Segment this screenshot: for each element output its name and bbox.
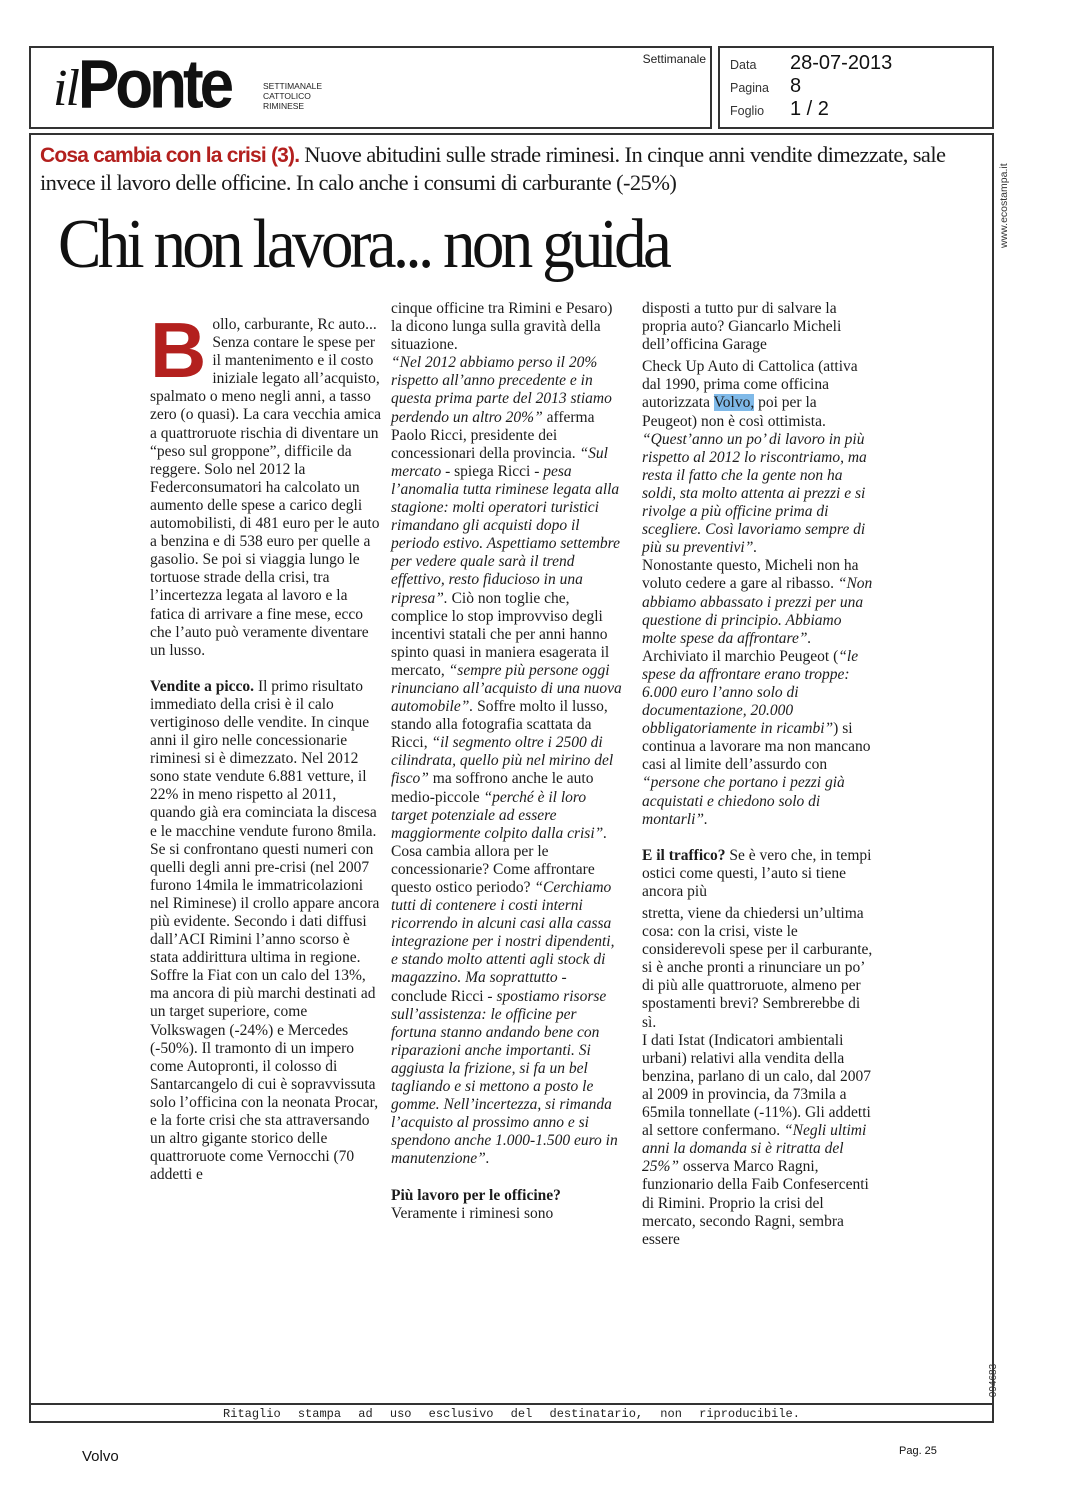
logo-ponte: Ponte — [77, 47, 231, 123]
subtitle-line: CATTOLICO — [263, 91, 311, 101]
paragraph — [150, 678, 382, 1185]
paragraph-text: Veramente i riminesi sono — [391, 1204, 554, 1222]
quote: “Sul mercato — [391, 444, 608, 480]
paragraph — [391, 354, 623, 843]
meta-date-value: 28-07-2013 — [790, 52, 893, 74]
newspaper-logo — [53, 47, 231, 124]
quote: “perché è il loro target potenziale ad essere maggiormente colpito dalla crisi”. — [391, 788, 608, 842]
logo-il: il — [53, 60, 78, 117]
paragraph — [150, 306, 382, 660]
side-watermark-url — [997, 140, 1011, 250]
paragraph — [642, 847, 874, 901]
subheading-officine: Più lavoro per le officine? — [391, 1186, 561, 1204]
article-kicker — [40, 141, 980, 196]
quote: pesa l’anomalia tutta riminese legata alla stagione: molti operatori turistici rimandano gli acquisti dopo il periodo estivo. Aspettiamo settembre per vedere quale sarà il trend effettivo, resto fiducioso in una ripresa”. — [391, 462, 621, 607]
paragraph: disposti a tutto pur di salvare la propria auto? Giancarlo Micheli dell’officina Garage — [642, 300, 842, 354]
subtitle-line: SETTIMANALE — [263, 81, 323, 91]
quote: spostiamo risorse sull’assistenza: le officine per fortuna stanno andando bene con riparazioni anche importanti. Si aggiusta la frizione, si fa un bel tagliando e si mettono a posto le gomme. Nell’incertezza, si rimanda l’acquisto al prossimo anno e si spendono anche 1.000-1.500 euro in manutenzione”. — [391, 987, 618, 1168]
quote: “Quest’anno un po’ di lavoro in più rispetto al 2012 lo riscontriamo, ma resta il fatto che la gente non ha soldi, sta molto attenta ai prezzi e si rivolge a più officine prima di scegliere. Così lavoriamo sempre di più su preventivi”. — [642, 430, 867, 557]
publication-frequency: Settimanale — [642, 52, 706, 66]
subheading-traffico: E il traffico? — [642, 846, 726, 864]
article-headline: Chi non lavora... non guida — [58, 206, 669, 283]
paragraph-text: - spiega Ricci - — [441, 462, 544, 480]
watermark-text: www.ecostampa.it — [998, 163, 1010, 248]
paragraph: cinque officine tra Rimini e Pesaro) la dicono lunga sulla gravità della situazione. — [391, 300, 613, 354]
search-highlight: Volvo, — [713, 394, 755, 412]
paragraph: stretta, viene da chiedersi un’ultima cosa: con la crisi, viste le considerevoli spese per il carburante, si è anche pronti a rinunciare un po’ di più alle quattroruote, almeno per spostamenti brevi? Sembrerebbe di sì. — [642, 905, 873, 1031]
paragraph-text: ma soffrono anche le auto medio-piccole — [391, 770, 594, 806]
article-column-2 — [391, 300, 623, 1223]
paragraph-text: ollo, carburante, Rc auto... Senza contare le spese per il mantenimento e il costo iniziale legato all’acquisto, spalmato o meno negli anni, a tasso zero (o quasi). La cara vecchia amica a quattroruote rischia di diventare un “peso sul groppone”, difficile da reggere. Solo nel 2012 la Federconsumatori ha calcolato un aumento delle spese a carico degli automobilisti, di 481 euro per le auto a benzina e di 538 euro per quelle a gasolio. Se poi si viaggia lungo le tortuose strade della crisi, tra l’incertezza legata al lavoro e la fatica di arrivare a fine mese, ecco che l’auto può veramente diventare un lusso. — [150, 316, 382, 659]
meta-date-label: Data — [730, 58, 757, 72]
paragraph — [642, 1032, 874, 1249]
quote: “persone che portano i pezzi già acquistati e chiedono solo di montarli”. — [642, 774, 845, 828]
paragraph — [642, 358, 874, 557]
side-document-code — [988, 1355, 1011, 1410]
article-column-1 — [150, 306, 382, 1184]
paragraph — [391, 1187, 623, 1223]
drop-cap: B — [150, 306, 207, 394]
subtitle-line: RIMINESE — [263, 101, 305, 111]
paragraph-text: Nonostante questo, Micheli non ha voluto cedere a gare al ribasso. — [642, 557, 859, 593]
meta-box — [718, 46, 994, 129]
paragraph-text: Ciò non toglie che, complice lo stop improvviso degli incentivi statali che per anni hanno spinto quasi in maniera esagerata il mercato, — [391, 589, 610, 679]
meta-page-value: 8 — [790, 75, 802, 97]
paragraph-text: Il primo risultato immediato della crisi è il calo vertiginoso delle vendite. In cinque anni il giro nelle concessionarie riminesi si è dimezzato. Nel 2012 sono state vendute 6.881 vetture, il 22% in meno rispetto al 2011, quando già era cominciata la discesa e le macchine vendute furono 8mila. Se si confrontano questi numeri con quelli degli anni pre-crisi (nel 2007 furono 14mila le immatricolazioni nel Riminese) il crollo appare ancora più evidente. Secondo i dati diffusi dall’ACI Rimini l’anno scorso è stata addirittura ultima in regione. Soffre la Fiat con un calo del 13%, ma ancora di più marchi destinati ad un target superiore, come Volkswagen (-24%) e Mercedes (-50%). Il tramonto di un impero come Autopronti, il colosso di Santarcangelo di cui è sopravvissuta solo l’officina con la neonata Procar, e la forte crisi che sta attraversando un altro gigante storico delle quattroruote come Vernocchi (70 addetti e — [150, 677, 380, 1184]
kicker-series-label: Cosa cambia con la crisi (3). — [40, 144, 300, 167]
logo-subtitle — [263, 81, 322, 111]
paragraph — [642, 557, 874, 828]
reproduction-notice: Ritaglio stampa ad uso esclusivo del destinatario, non riproducibile. — [29, 1403, 994, 1423]
kicker-text: Nuove abitudini sulle strade riminesi. In cinque anni vendite dimezzate, sale invece il lavoro delle officine. In calo anche i consumi di carburante (-25%) — [40, 142, 946, 195]
paragraph-text: poi per la Peugeot) non è così ottimista. — [642, 394, 826, 430]
meta-page-label: Pagina — [730, 81, 769, 95]
footer-page-number: Pag. 25 — [899, 1445, 937, 1457]
meta-date — [730, 52, 892, 75]
paragraph-text: osserva Marco Ragni, funzionario della Faib Confesercenti di Rimini. Proprio la crisi del mercato, secondo Ragni, sembra essere — [642, 1158, 869, 1248]
paragraph-text: afferma Paolo Ricci, presidente dei concessionari della provincia. — [391, 408, 595, 462]
paragraph-text: Se è vero che, in tempi ostici come questi, l’auto si tiene ancora più — [642, 846, 872, 900]
quote: “sempre più persone oggi rinunciano all’acquisto di una nuova automobile”. — [391, 661, 622, 716]
document-code-text: 094683 — [988, 1363, 1000, 1398]
meta-sheet-value: 1 / 2 — [790, 98, 829, 120]
quote: “Nel 2012 abbiamo perso il 20% rispetto all’anno precedente e in questa prima parte del 2013 stiamo perdendo un altro 20%” — [391, 354, 612, 426]
paragraph — [391, 843, 623, 1169]
quote: “il segmento oltre i 2500 di cilindrata, quello più nel mirino del fisco” — [391, 734, 614, 788]
paragraph-text: I dati Istat (Indicatori ambientali urbani) relativi alla vendita della benzina, parlano di un calo, dal 2007 al 2009 in provincia, da 73mila a 65mila tonnellate (-11%). Gli addetti al settore confermano. — [642, 1031, 871, 1140]
subheading-vendite: Vendite a picco. — [150, 677, 255, 695]
masthead-box — [29, 46, 712, 129]
article-column-3 — [642, 300, 874, 1249]
quote: “Non abbiamo abbassato i prezzi per una questione di principio. Abbiamo molte spese da affrontare”. — [642, 575, 873, 647]
quote: “le spese da affrontare erano troppe: 6.000 euro l’anno solo di documentazione, 20.000 obbligatoriamente in ricambi” — [642, 647, 859, 738]
meta-sheet-label: Foglio — [730, 104, 765, 118]
paragraph-text: Archiviato il marchio Peugeot ( — [642, 647, 839, 665]
meta-sheet — [730, 98, 892, 121]
paragraph-text: Check Up Auto di Cattolica (attiva dal 1990, prima come officina autorizzata — [642, 358, 858, 412]
paragraph-text: Cosa cambia allora per le concessionarie? Come affrontare questo ostico periodo? — [391, 842, 595, 896]
paragraph-text: Soffre molto il lusso, stando alla fotografia scattata da Ricci, — [391, 698, 608, 752]
paragraph-text: - conclude Ricci - — [391, 969, 567, 1005]
quote: “Negli ultimi anni la domanda si è ritratta del 25%” — [642, 1122, 867, 1176]
header-divider — [711, 46, 712, 129]
meta-page — [730, 75, 892, 98]
quote: “Cerchiamo tutti di contenere i costi interni ricorrendo in alcuni casi alla cassa integrazione per i nostri dipendenti, e stando molto attenti agli stock di magazzino. Ma soprattutto — [391, 879, 615, 987]
footer-keyword: Volvo — [82, 1448, 119, 1465]
paragraph-text: ) si continua a lavorare ma non mancano casi al limite dell’assurdo con — [642, 720, 871, 774]
